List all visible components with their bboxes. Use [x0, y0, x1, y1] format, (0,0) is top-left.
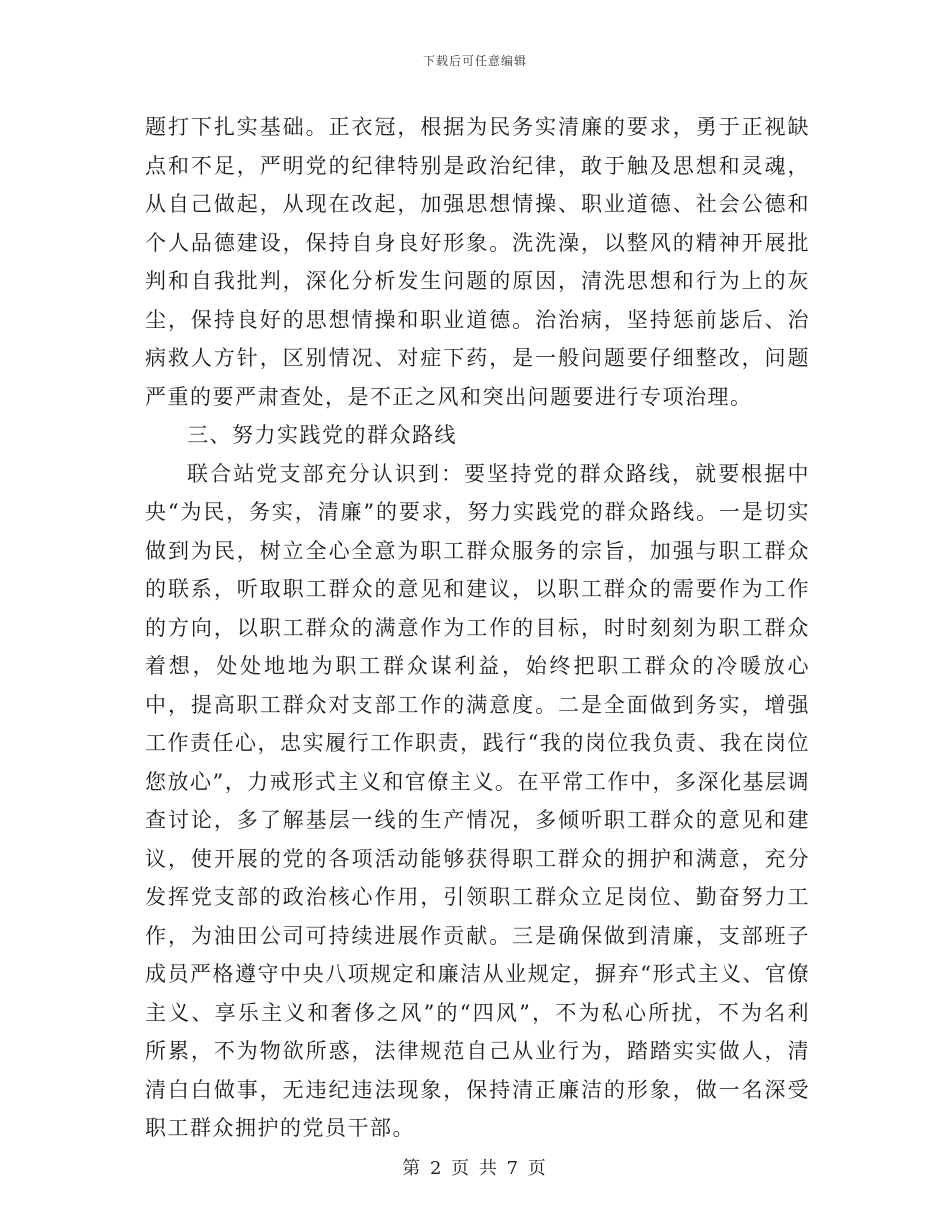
section-heading: 三、努力实践党的群众路线 — [187, 423, 457, 447]
header-note: 下载后可任意编辑 — [422, 54, 527, 68]
body-text — [145, 108, 810, 1148]
paragraph-mass-line: 联合站党支部充分认识到：要坚持党的群众路线，就要根据中央“为民，务实，清廉”的要求，努力实践党的群众路线。一是切实做到为民，树立全心全意为职工群众服务的宗旨，加强与职工群众的联系，听取职工群众的意见和建议，以职工群众的需要作为工作的方向，以职工群众的满意作为工作的目标，时时刻刻为职工群众着想，处处地地为职工群众谋利益，始终把职工群众的冷暖放心中，提高职工群众对支部工作的满意度。二是全面做到务实，增强工作责任心，忠实履行工作职责，践行“我的岗位我负责、我在岗位您放心”，力戒形式主义和官僚主义。在平常工作中，多深化基层调查讨论，多了解基层一线的生产情况，多倾听职工群众的意见和建议，使开展的党的各项活动能够获得职工群众的拥护和满意，充分发挥党支部的政治核心作用，引领职工群众立足岗位、勤奋努力工作，为油田公司可持续进展作贡献。三是确保做到清廉，支部班子成员严格遵守中央八项规定和廉洁从业规定，摒弃“形式主义、官僚主义、享乐主义和奢侈之风”的“四风”，不为私心所扰，不为名利所累，不为物欲所惑，法律规范自己从业行为，踏踏实实做人，清清白白做事，无违纪违法现象，保持清正廉洁的形象，做一名深受职工群众拥护的党员干部。 — [145, 461, 810, 1140]
page-number: 第 2 页 共 7 页 — [402, 1158, 548, 1179]
paragraph-continuation: 题打下扎实基础。正衣冠，根据为民务实清廉的要求，勇于正视缺点和不足，严明党的纪律特别是政治纪律，敢于触及思想和灵魂，从自己做起，从现在改起，加强思想情操、职业道德、社会公德和个人品德建设，保持自身良好形象。洗洗澡，以整风的精神开展批判和自我批判，深化分析发生问题的原因，清洗思想和行为上的灰尘，保持良好的思想情操和职业道德。治治病，坚持惩前毖后、治病救人方针，区别情况、对症下药，是一般问题要仔细整改，问题严重的要严肃查处，是不正之风和突出问题要进行专项治理。 — [145, 115, 810, 409]
